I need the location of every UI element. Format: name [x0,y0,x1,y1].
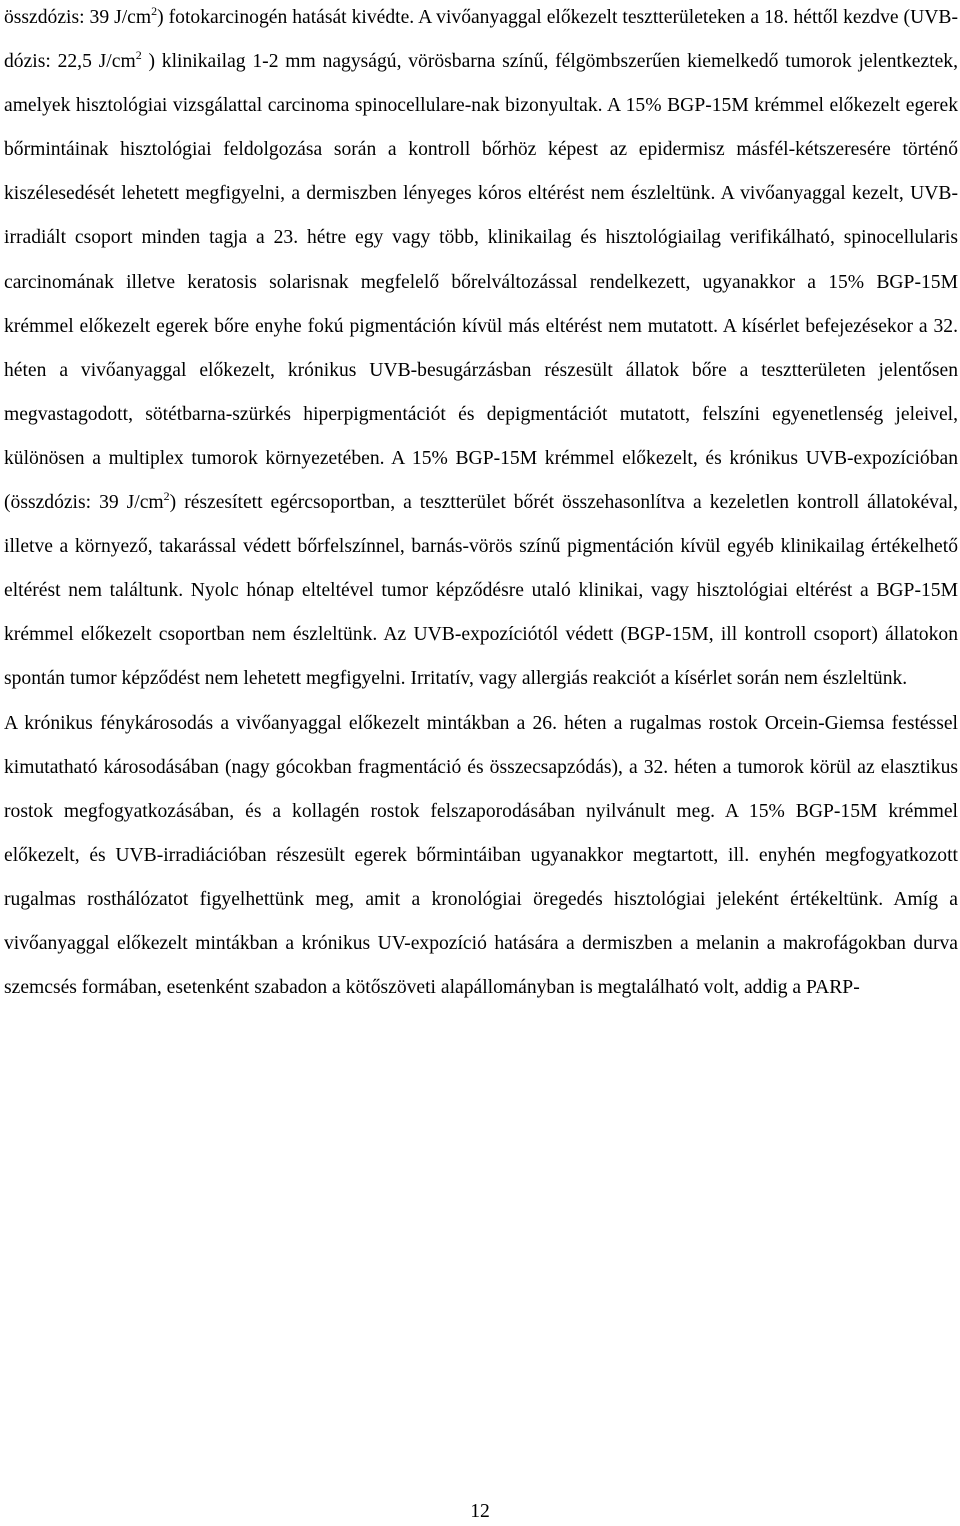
superscript-2: 2 [151,4,158,18]
paragraph-1-text-c: ) klinikailag 1-2 mm nagyságú, vörösbarna színű, félgömbszerűen kiemelkedő tumorok jelentkeztek, amelyek hisztológiai vizsgálattal carcinoma spinocellulare-nak bizonyultak. A 15% BGP-15M krémmel előkezelt egerek bőrmintáinak hisztológiai feldolgozása során a kontroll bőrhöz képest az epidermisz másfél-kétszeresére történő kiszélesedését lehetett megfigyelni, a dermiszben lényeges kóros eltérést nem észleltünk. A vivőanyaggal kezelt, UVB-irradiált csoport minden tagja a 23. hétre egy vagy több, klinikailag és hisztológiailag verifikálható, spinocellularis carcinomának illetve keratosis solarisnak megfelelő bőrelváltozással rendelkezett, ugyanakkor a 15% BGP-15M krémmel előkezelt egerek bőre enyhe fokú pigmentáción kívül más eltérést nem mutatott. A kísérlet befejezésekor a 32. héten a vivőanyaggal előkezelt, krónikus UVB-besugárzásban részesült állatok bőre a tesztterületen jelentősen megvastagodott, sötétbarna-szürkés hiperpigmentációt és depigmentációt mutatott, felszíni egyenetlenség jeleivel, különösen a multiplex tumorok környezetében. A 15% BGP-15M krémmel előkezelt, és krónikus UVB-expozícióban (összdózis: 39 J/cm [4,51,958,514]
paragraph-2: A krónikus fénykárosodás a vivőanyaggal előkezelt mintákban a 26. héten a rugalmas rostok Orcein-Giemsa festéssel kimutatható károsodásában (nagy gócokban fragmentáció és összecsapzódás), a 32. héten a tumorok körül az elasztikus rostok megfogyatkozásában, és a kollagén rostok felszaporodásában nyilvánult meg. A 15% BGP-15M krémmel előkezelt, és UVB-irradiációban részesült egerek bőrmintáiban ugyanakkor megtartott, ill. enyhén megfogyatkozott rugalmas rosthálózatot figyelhettünk meg, amit a kronológiai öregedés hisztológiai jeleként értékeltünk. Amíg a vivőanyaggal előkezelt mintákban a krónikus UV-expozíció hatására a dermiszben a melanin a makrofágokban durva szemcsés formában, esetenként szabadon a kötőszöveti alapállományban is megtalálható volt, addig a PARP- [4,712,958,999]
paragraph-1 [4,0,958,702]
superscript-2: 2 [135,48,142,63]
paragraph-1-text-d: ) részesített egércsoportban, a tesztterület bőrét összehasonlítva a kezeletlen kontroll állatokéval, illetve a környező, takarással védett bőrfelszínnel, barnás-vörös színű pigmentáción kívül egyéb klinikailag értékelhető eltérést nem találtunk. Nyolc hónap elteltével tumor képződésre utaló klinikai, vagy hisztológiai eltérést a BGP-15M krémmel előkezelt csoportban nem észleltünk. Az UVB-expozíciótól védett (BGP-15M, ill kontroll csoport) állatokon spontán tumor képződést nem lehetett megfigyelni. Irritatív, vagy allergiás reakciót a kísérlet során nem észleltünk. [4,492,958,690]
paragraph-1-text-b: ) fotokarcinogén hatását kivédte. A vivőanyaggal előkezelt tesztterületeken a 18. héttől kezdve (UVB-dózis: 22,5 J/cm [4,7,958,73]
paragraph-1-text-a: összdózis: 39 J/cm [4,7,152,28]
page-number: 12 [470,1501,490,1522]
superscript-2: 2 [163,489,170,504]
document-page [4,0,958,1010]
